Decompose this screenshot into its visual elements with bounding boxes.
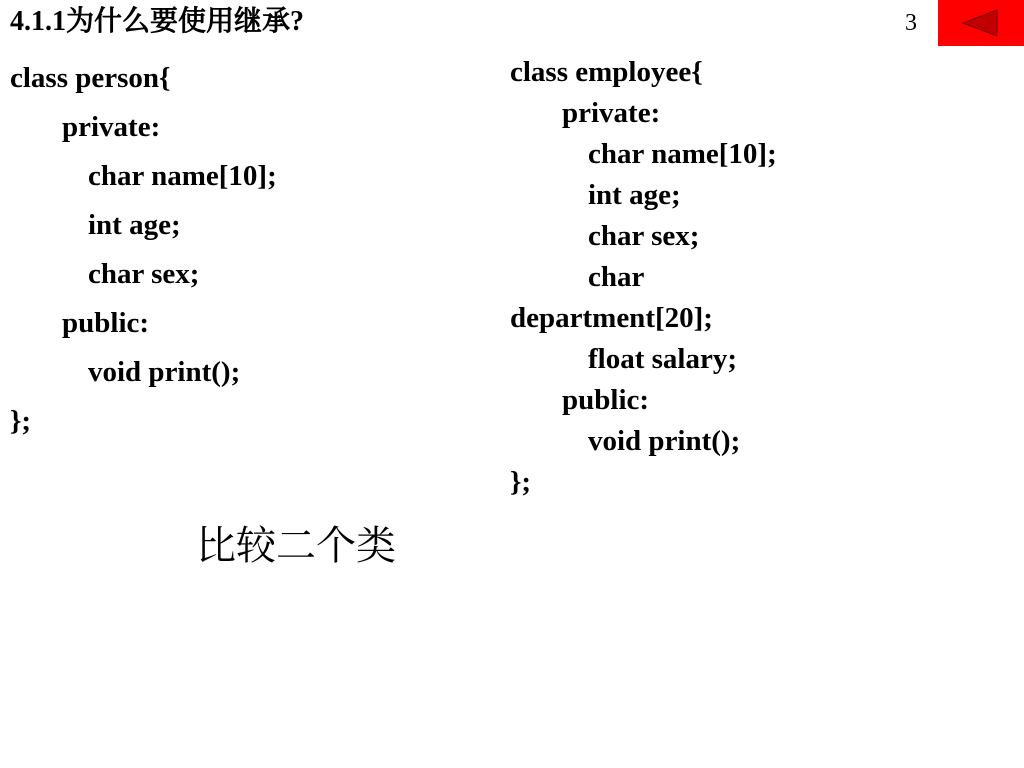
code-line: class employee{ (510, 56, 703, 88)
code-line: int age; (588, 179, 681, 211)
code-line: char name[10]; (588, 138, 777, 170)
code-line: void print(); (588, 425, 741, 457)
code-line: }; (510, 466, 532, 498)
code-line: char (588, 261, 645, 293)
code-line: char sex; (588, 220, 700, 252)
page-number: 3 (905, 10, 917, 36)
slide-title: 4.1.1为什么要使用继承? (10, 6, 305, 37)
code-line: int age; (88, 209, 181, 241)
code-line: public: (62, 307, 150, 339)
code-line: private: (562, 97, 661, 129)
code-line: class person{ (10, 62, 171, 94)
code-line: char name[10]; (88, 160, 277, 192)
back-button[interactable] (938, 0, 1024, 46)
caption: 比较二个类 (196, 523, 396, 569)
code-line: char sex; (88, 258, 200, 290)
code-line: }; (10, 405, 32, 437)
code-line: public: (562, 384, 650, 416)
code-line: private: (62, 111, 161, 143)
code-line: void print(); (88, 356, 241, 388)
code-line: department[20]; (510, 302, 713, 334)
code-line: float salary; (588, 343, 737, 375)
triangle-left-icon (957, 6, 1005, 40)
